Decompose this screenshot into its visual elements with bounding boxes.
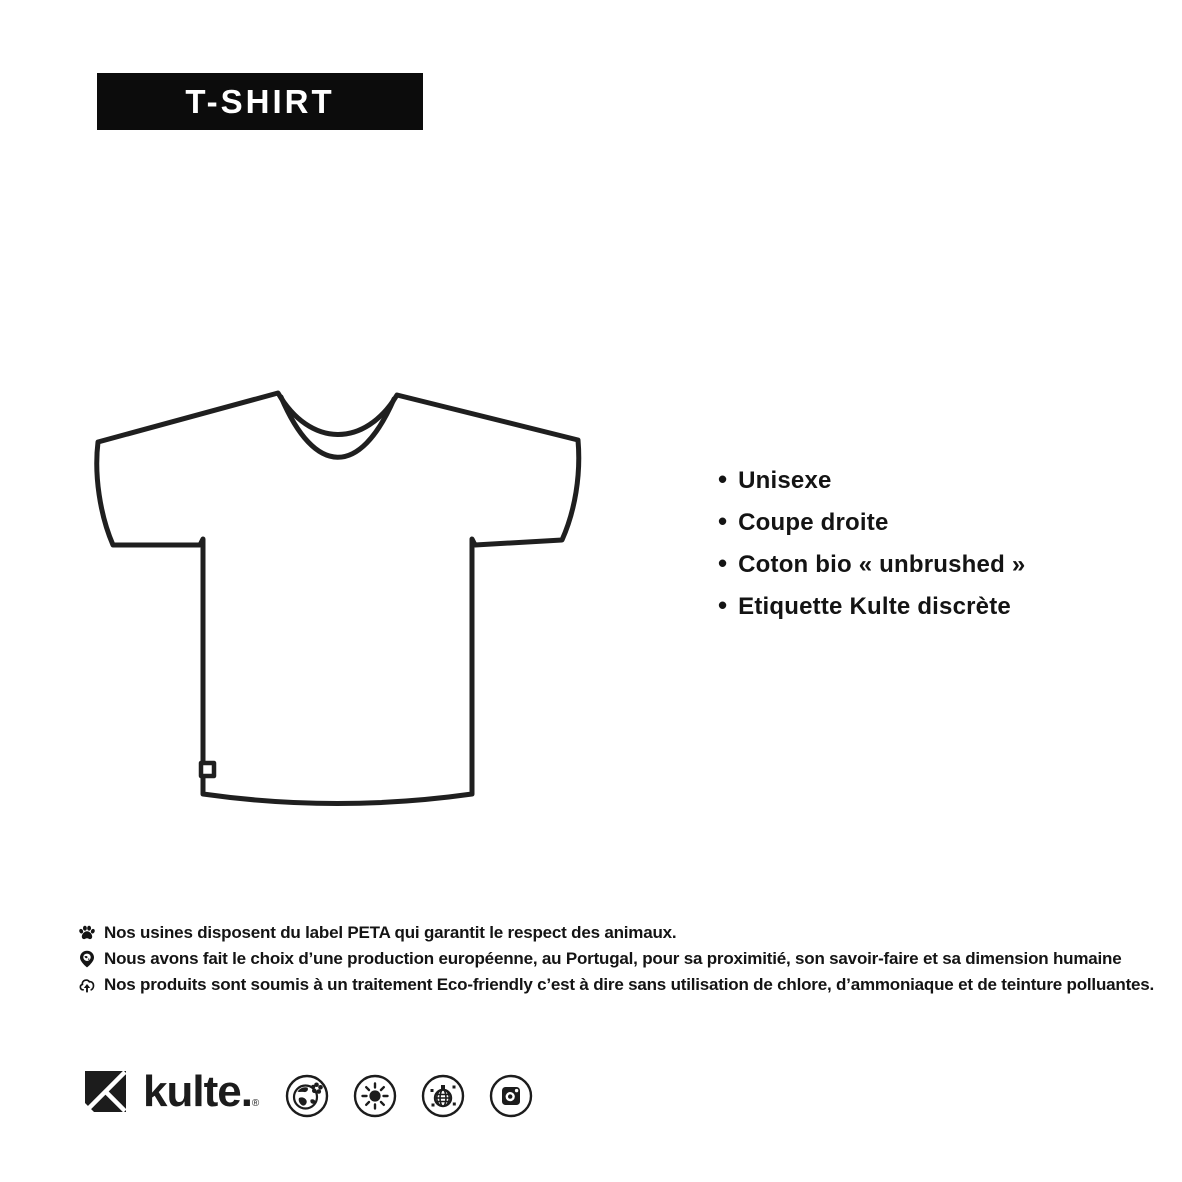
feature-label: Etiquette Kulte discrète — [738, 593, 1011, 620]
earth-icon[interactable] — [285, 1074, 329, 1118]
feature-label: Coupe droite — [738, 509, 889, 536]
social-icons — [285, 1074, 533, 1118]
brand-logo[interactable] — [85, 1067, 259, 1124]
feature-item — [718, 590, 1025, 632]
note-row — [78, 920, 1154, 945]
feature-list — [718, 464, 1025, 632]
note-row — [78, 946, 1154, 971]
brand-wordmark — [143, 1067, 259, 1124]
page-title: T-SHIRT — [185, 82, 335, 120]
note-text: Nos usines disposent du label PETA qui garantit le respect des animaux. — [104, 922, 677, 942]
bullet-dot: • — [718, 506, 728, 536]
bullet-dot: • — [718, 464, 728, 494]
sun-icon[interactable] — [353, 1074, 397, 1118]
camera-icon[interactable] — [489, 1074, 533, 1118]
note-text: Nos produits sont soumis à un traitement Eco-friendly c’est à dire sans utilisation de chlore, d’ammoniaque et de teinture polluantes. — [104, 974, 1155, 994]
tshirt-outline-icon — [80, 380, 600, 820]
registered-mark: ® — [251, 1098, 259, 1109]
note-text: Nous avons fait le choix d’une production européenne, au Portugal, pour sa proximitié, son savoir-faire et sa dimension humaine — [104, 948, 1122, 968]
bullet-dot: • — [718, 590, 728, 620]
feature-item — [718, 464, 1025, 506]
disco-ball-icon[interactable] — [421, 1074, 465, 1118]
brand-text: kulte. — [143, 1067, 252, 1116]
notes-section — [78, 920, 1154, 997]
feature-item — [718, 548, 1025, 590]
map-pin-icon — [78, 950, 96, 968]
bullet-dot: • — [718, 548, 728, 578]
feature-label: Coton bio « unbrushed » — [738, 551, 1026, 578]
feature-label: Unisexe — [738, 467, 832, 494]
note-row — [78, 972, 1154, 997]
eco-cloud-icon — [78, 976, 96, 994]
title-banner — [97, 73, 423, 130]
feature-item — [718, 506, 1025, 548]
kulte-logo-icon — [85, 1071, 126, 1112]
tshirt-drawing — [80, 380, 600, 820]
paw-icon — [78, 924, 96, 942]
